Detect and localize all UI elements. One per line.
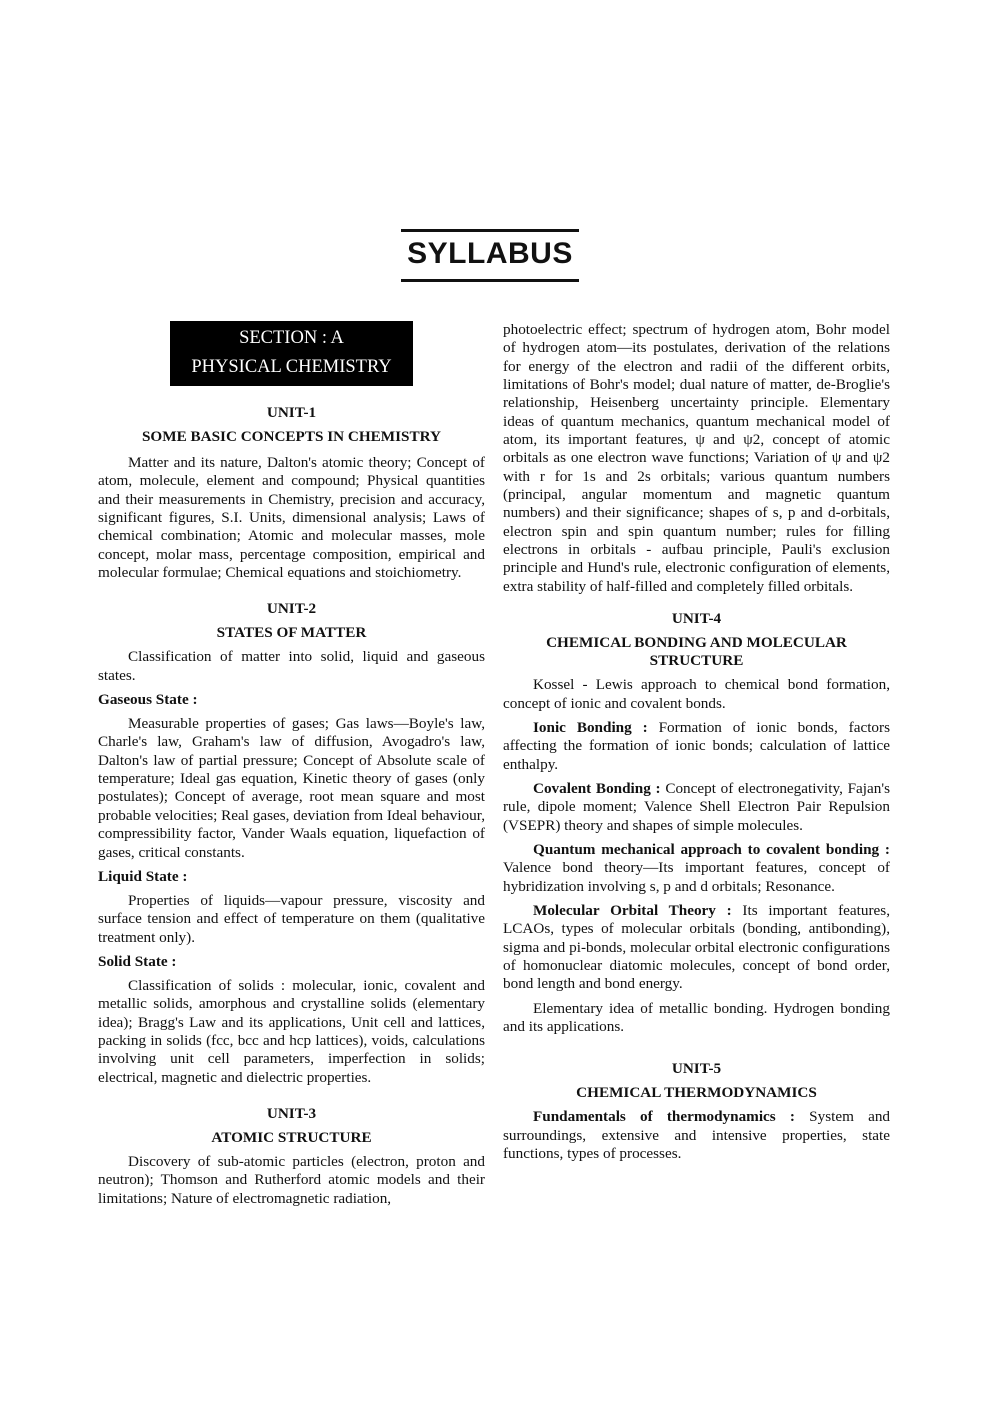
ionic-bonding-heading: Ionic Bonding : (533, 718, 648, 736)
liquid-state-body: Properties of liquids—vapour pressure, viscosity and surface tension and effect of temperature on them (qualitative treatment only). (98, 891, 485, 946)
metallic-bonding-para: Elementary idea of metallic bonding. Hydrogen bonding and its applications. (503, 999, 890, 1035)
section-label: SECTION : A (239, 328, 344, 348)
unit-5-label: UNIT-5 (671, 1060, 722, 1078)
unit-4-title: CHEMICAL BONDING AND MOLECULAR STRUCTURE (546, 634, 847, 670)
ionic-bonding-body: Formation of ionic bonds, factors affecting the formation of ionic bonds; calculation of lattice enthalpy. (503, 718, 890, 773)
covalent-bonding-para (503, 780, 890, 835)
thermo-fundamentals-heading: Fundamentals of thermodynamics : (533, 1108, 795, 1126)
covalent-bonding-heading: Covalent Bonding : (533, 779, 661, 797)
unit-1-body: Matter and its nature, Dalton's atomic theory; Concept of atom, molecule, element and compound; Physical quantities and their measurements in Chemistry, precision and accuracy, significant figures, S.I. Units, dimensional analysis; Laws of chemical combination; Atomic and molecular masses, mole concept, molar mass, percentage composition, empirical and molecular formulae; Chemical equations and stoichiometry. (98, 454, 485, 582)
quantum-approach-para (503, 841, 890, 896)
unit-2-title: STATES OF MATTER (216, 624, 367, 642)
unit-4-label: UNIT-4 (671, 610, 722, 628)
gaseous-state-heading: Gaseous State : (98, 691, 198, 709)
mo-theory-para (503, 902, 890, 994)
unit-2-intro: Classification of matter into solid, liquid and gaseous states. (98, 648, 485, 684)
gaseous-state-body: Measurable properties of gases; Gas laws—Boyle's law, Charle's law, Graham's law of diffusion, Avogadro's law, Dalton's law of partial pressure; Concept of Absolute scale of temperature; Ideal gas equation, Kinetic theory of gases (only postulates); Concept of average, root mean square and most probable velocities; Real gases, deviation from Ideal behaviour, compressibility factor, Vander Waals equation, liquefaction of gases, critical constants. (98, 715, 485, 861)
title-block (401, 229, 579, 282)
ionic-bonding-para (503, 719, 890, 774)
unit-1-label: UNIT-1 (266, 404, 317, 421)
quantum-approach-body: Valence bond theory—Its important features, concept of hybridization involving s, p and d orbitals; Resonance. (503, 859, 890, 895)
unit-1-title: SOME BASIC CONCEPTS IN CHEMISTRY (141, 428, 442, 445)
mo-theory-heading: Molecular Orbital Theory : (533, 901, 732, 919)
unit-3-body-start: Discovery of sub-atomic particles (electron, proton and neutron); Thomson and Rutherford atomic models and their limitations; Nature of electromagnetic radiation, (98, 1152, 485, 1207)
liquid-state-heading: Liquid State : (98, 867, 188, 885)
unit-3-title: ATOMIC STRUCTURE (211, 1128, 372, 1146)
section-banner (170, 321, 413, 386)
solid-state-body: Classification of solids : molecular, ionic, covalent and metallic solids, amorphous and crystalline solids (elementary idea); Bragg's Law and its applications, Unit cell and lattices, packing in solids (fcc, bcc and hcp lattices), voids, calculations involving unit cell parameters, imperfection in solids; electrical, magnetic and dielectric properties. (98, 976, 485, 1086)
thermo-fundamentals-body: System and surroundings, extensive and intensive properties, state functions, types of processes. (503, 1108, 891, 1163)
quantum-approach-heading: Quantum mechanical approach to covalent bonding : (533, 840, 890, 858)
unit-2-label: UNIT-2 (266, 600, 317, 618)
mo-theory-body: Its important features, LCAOs, types of molecular orbitals (bonding, antibonding), sigma and pi-bonds, molecular orbital electronic configurations of homonuclear diatomic molecules, concept of bond order, bond length and bond energy. (503, 901, 890, 993)
covalent-bonding-body: Concept of electronegativity, Fajan's rule, dipole moment; Valence Shell Electron Pair Repulsion (VSEPR) theory and shapes of simple molecules. (503, 779, 890, 834)
unit-3-label: UNIT-3 (266, 1104, 317, 1122)
left-column (98, 321, 485, 1208)
thermo-fundamentals-para (503, 1108, 890, 1163)
right-column (503, 321, 890, 1163)
unit-4-intro: Kossel - Lewis approach to chemical bond formation, concept of ionic and covalent bonds. (503, 676, 890, 712)
page-title: SYLLABUS (407, 237, 573, 270)
solid-state-heading: Solid State : (98, 952, 177, 970)
unit-5-title: CHEMICAL THERMODYNAMICS (576, 1084, 817, 1102)
unit-3-body-continued: photoelectric effect; spectrum of hydrogen atom, Bohr model of hydrogen atom—its postulates, derivation of the relations for energy of the electron and radii of the different orbits, limitations of Bohr's model; dual nature of matter, de-Broglie's relationship, Heisenberg uncertainty principle. Elementary ideas of quantum mechanics, quantum mechanical model of atom, its important features, ψ and ψ2, concept of atomic orbitals as one electron wave functions; Variation of ψ and ψ2 with r for 1s and 2s orbitals; various quantum numbers (principal, angular momentum and magnetic quantum numbers) and their significance; shapes of s, p and d-orbitals, electron spin and spin quantum number; rules for filling electrons in orbitals - aufbau principle, Pauli's exclusion principle and Hund's rule, electronic configuration of elements, extra stability of half-filled and completely filled orbitals. (503, 321, 890, 595)
title-rule-bottom (401, 279, 579, 282)
section-name: PHYSICAL CHEMISTRY (191, 357, 392, 377)
